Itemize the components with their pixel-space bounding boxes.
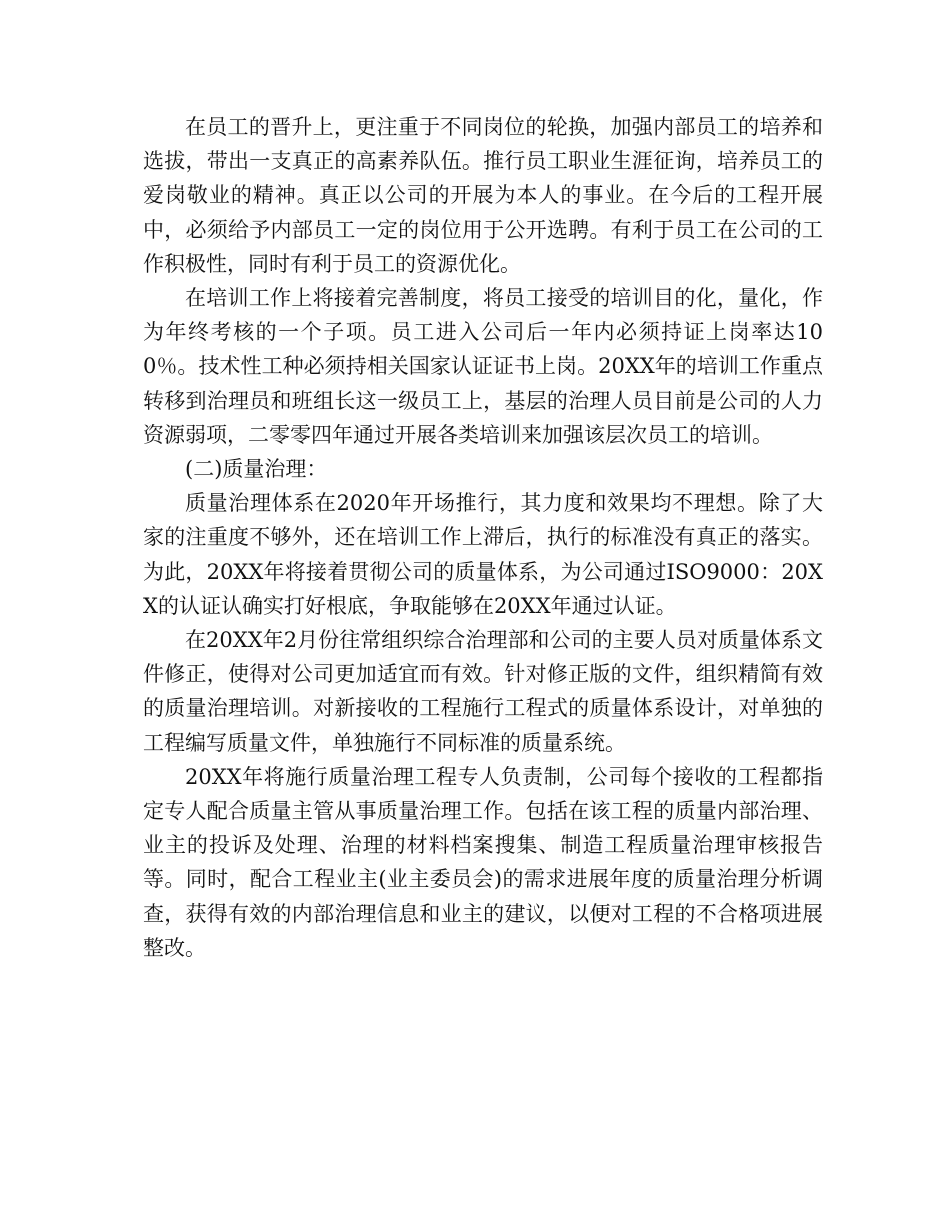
paragraph-promotion: 在员工的晋升上，更注重于不同岗位的轮换，加强内部员工的培养和选拔，带出一支真正的高素养队伍。推行员工职业生涯征询，培养员工的爱岗敬业的精神。真正以公司的开展为本人的事业。在今后的工程开展中，必须给予内部员工一定的岗位用于公开选聘。有利于员工在公司的工作积极性，同时有利于员工的资源优化。: [143, 115, 823, 276]
paragraph-document-revision: 在20XX年2月份往常组织综合治理部和公司的主要人员对质量体系文件修正，使得对公司更加适宜而有效。针对修正版的文件，组织精简有效的质量治理培训。对新接收的工程施行工程式的质量体系设计，对单独的工程编写质量文件，单独施行不同标准的质量系统。: [143, 628, 823, 755]
document-body: [143, 110, 823, 965]
paragraph-quality-system: 质量治理体系在2020年开场推行，其力度和效果均不理想。除了大家的注重度不够外，还在培训工作上滞后，执行的标准没有真正的落实。为此，20XX年将接着贯彻公司的质量体系，为公司通过ISO9000：20XX的认证认确实打好根底，争取能够在20XX年通过认证。: [143, 491, 823, 618]
paragraph-training: 在培训工作上将接着完善制度，将员工接受的培训目的化，量化，作为年终考核的一个子项。员工进入公司后一年内必须持证上岗率达100％。技术性工种必须持相关国家认证证书上岗。20XX年的培训工作重点转移到治理员和班组长这一级员工上，基层的治理人员目前是公司的人力资源弱项，二零零四年通过开展各类培训来加强该层次员工的培训。: [143, 286, 823, 447]
section-heading-quality: (二)质量治理：: [185, 457, 328, 482]
paragraph-responsibility: 20XX年将施行质量治理工程专人负责制，公司每个接收的工程都指定专人配合质量主管从事质量治理工作。包括在该工程的质量内部治理、业主的投诉及处理、治理的材料档案搜集、制造工程质量治理审核报告等。同时，配合工程业主(业主委员会)的需求进展年度的质量治理分析调查，获得有效的内部治理信息和业主的建议，以便对工程的不合格项进展整改。: [143, 764, 823, 960]
